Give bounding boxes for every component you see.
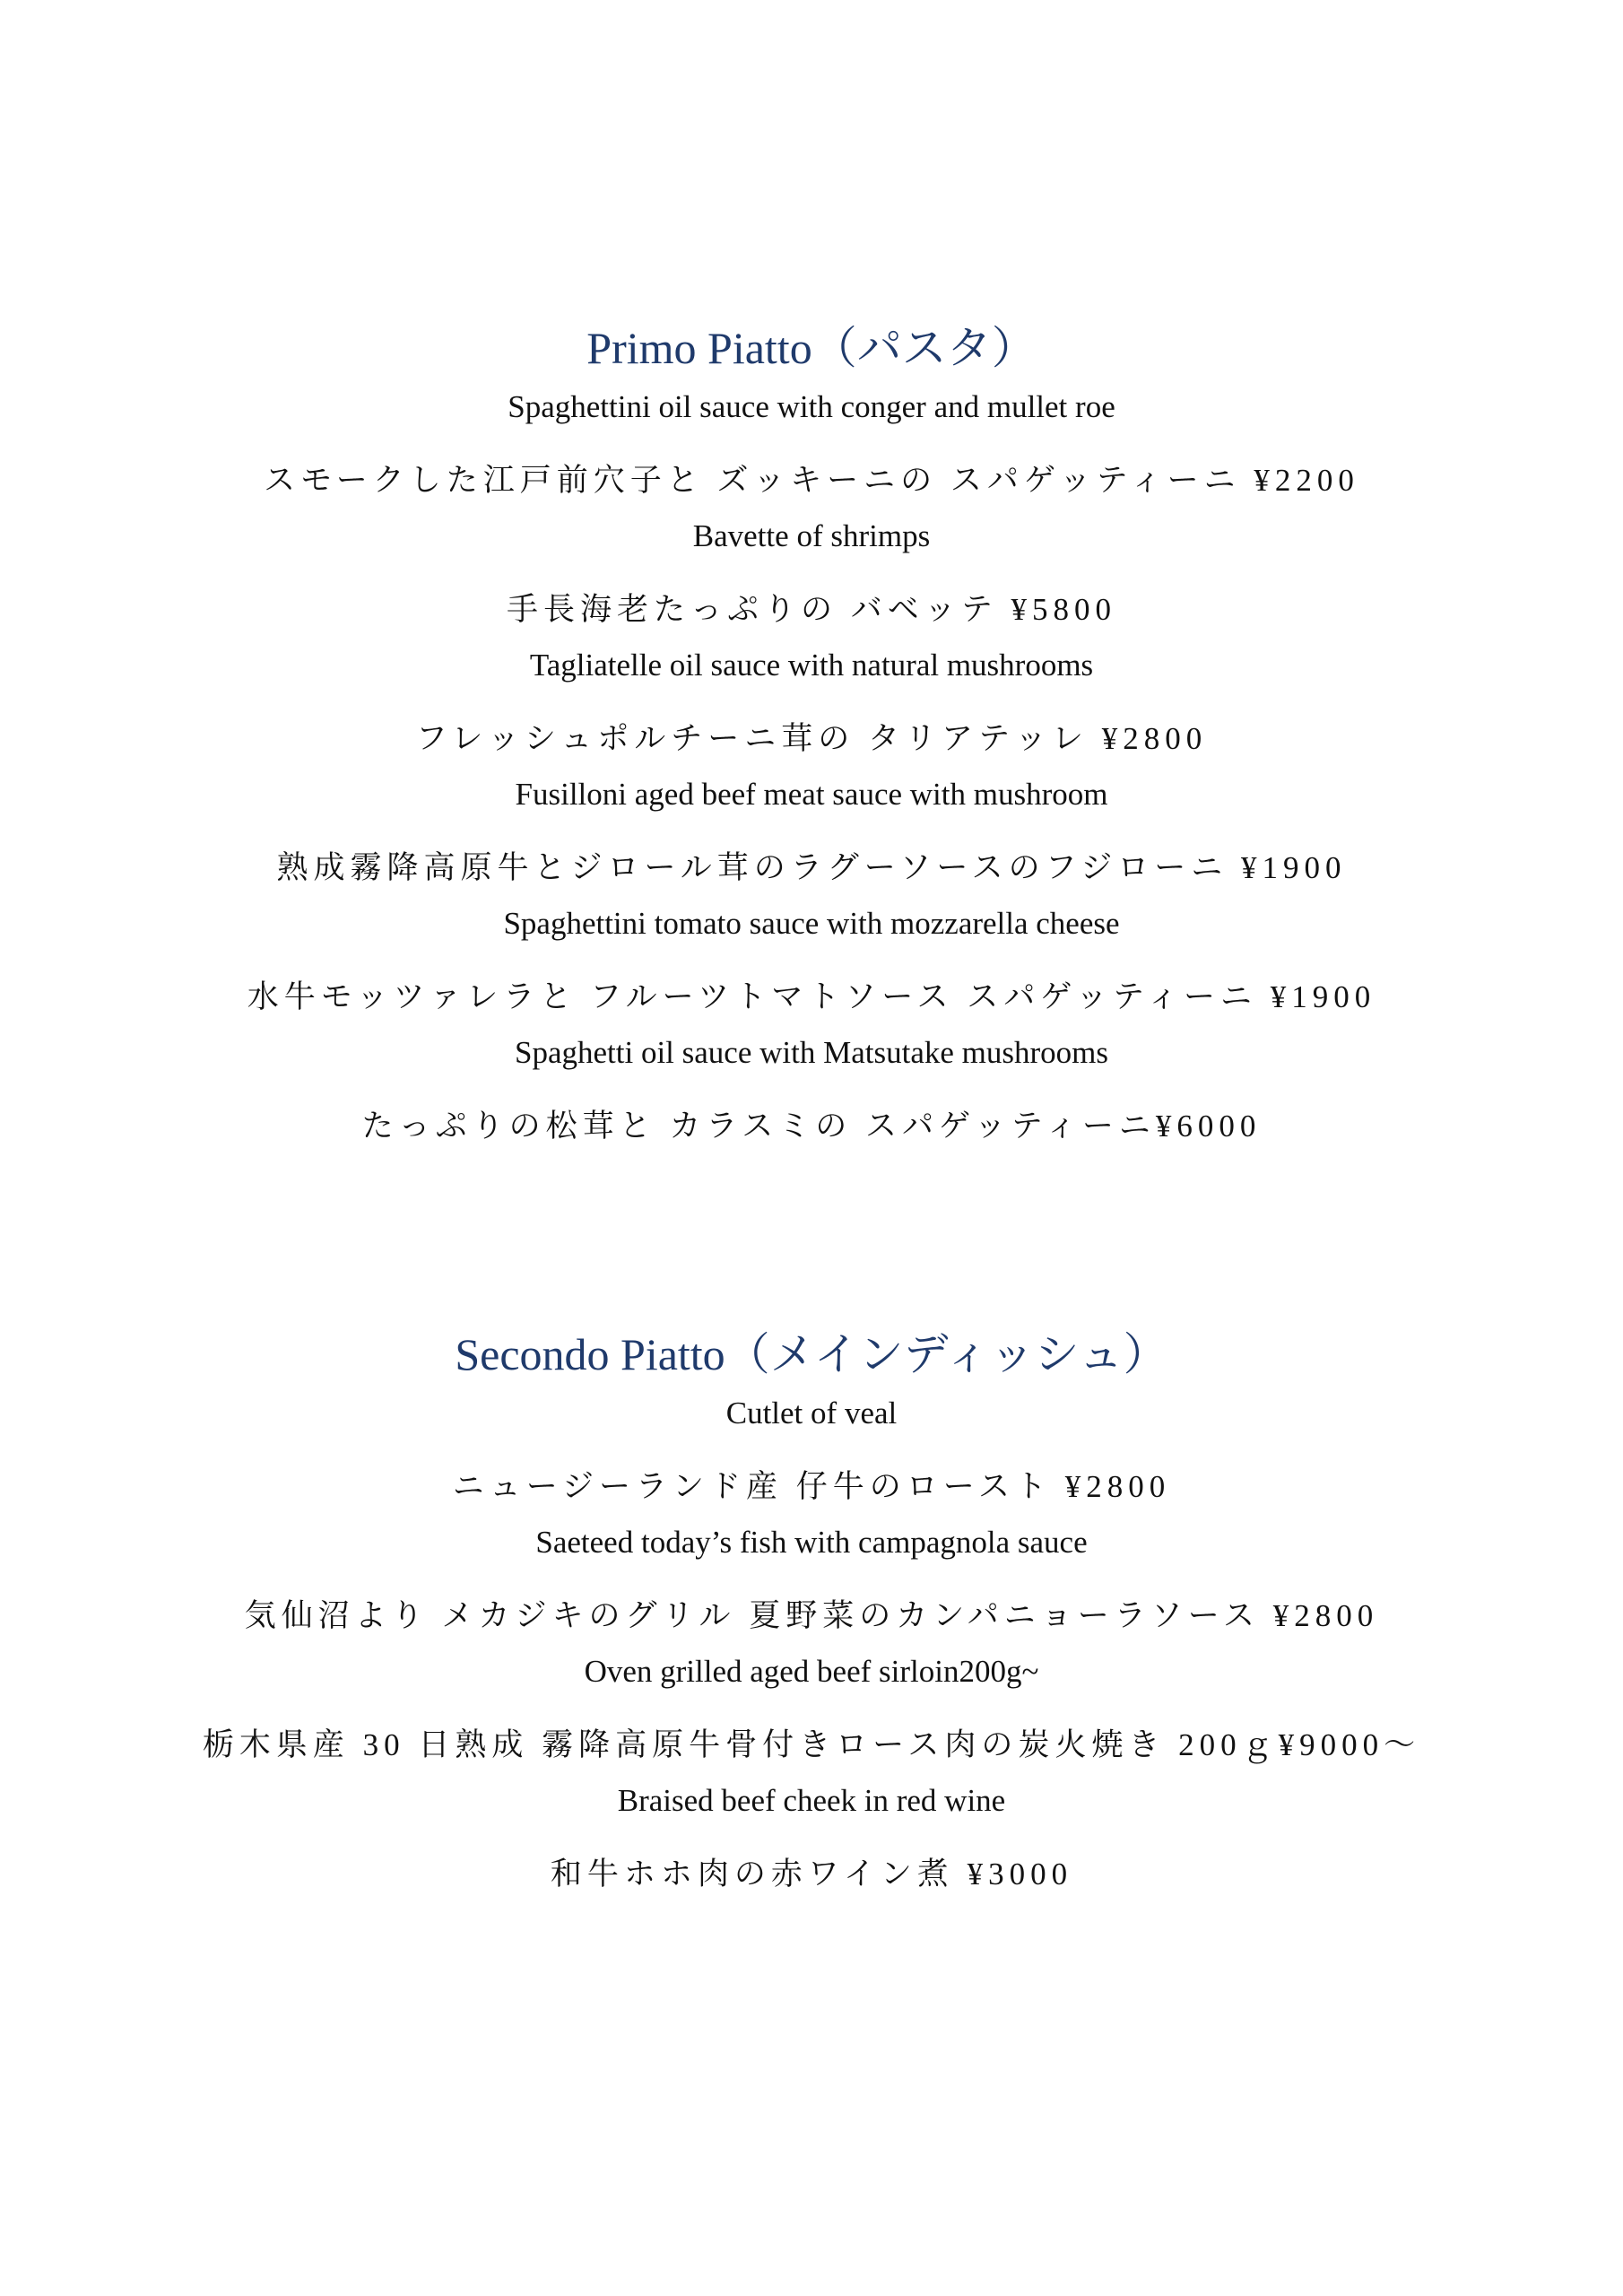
item-name-en: Saeteed today’s fish with campagnola sauce xyxy=(535,1525,1088,1560)
menu-item xyxy=(0,513,1623,642)
item-name-en: Oven grilled aged beef sirloin200g~ xyxy=(584,1654,1039,1689)
item-name-en: Fusilloni aged beef meat sauce with mushroom xyxy=(515,777,1108,812)
item-name-ja: 熟成霧降高原牛とジロール茸のラグーソースのフジローニ ¥1900 xyxy=(276,850,1347,885)
item-name-en: Spaghetti oil sauce with Matsutake mushrooms xyxy=(515,1035,1108,1070)
section-title-primo: Primo Piatto（パスタ） xyxy=(586,323,1037,373)
item-name-ja: たっぷりの松茸と カラスミの スパゲッティーニ¥6000 xyxy=(361,1109,1262,1144)
item-name-ja: 和牛ホホ肉の赤ワイン煮 ¥3000 xyxy=(550,1857,1073,1892)
menu-item xyxy=(0,900,1623,1030)
menu-item xyxy=(0,1648,1623,1778)
menu-item xyxy=(0,1778,1623,1907)
item-name-en: Braised beef cheek in red wine xyxy=(617,1783,1006,1818)
menu-item xyxy=(0,1519,1623,1648)
menu-item xyxy=(0,771,1623,900)
item-name-en: Bavette of shrimps xyxy=(692,518,931,553)
menu-item xyxy=(0,1030,1623,1159)
item-name-en: Cutlet of veal xyxy=(725,1396,898,1431)
menu-item xyxy=(0,1390,1623,1519)
menu-item xyxy=(0,642,1623,771)
item-name-ja: フレッシュポルチーニ茸の タリアテッレ ¥2800 xyxy=(415,721,1208,756)
item-name-ja: 栃木県産 30 日熟成 霧降高原牛骨付きロース肉の炭火焼き 200ｇ¥9000～ xyxy=(202,1727,1421,1762)
secondo-piatto-section xyxy=(0,1318,1623,1907)
item-name-ja: 手長海老たっぷりの バベッテ ¥5800 xyxy=(506,592,1116,627)
item-name-ja: 気仙沼より メカジキのグリル 夏野菜のカンパニョーラソース ¥2800 xyxy=(244,1598,1379,1633)
item-name-en: Spaghettini oil sauce with conger and mullet roe xyxy=(508,389,1115,424)
section-title-secondo: Secondo Piatto（メインディッシュ） xyxy=(455,1329,1168,1379)
primo-piatto-section xyxy=(0,312,1623,1159)
item-name-en: Spaghettini tomato sauce with mozzarella cheese xyxy=(503,906,1120,941)
item-name-ja: 水牛モッツァレラと フルーツトマトソース スパゲッティーニ ¥1900 xyxy=(247,979,1376,1014)
item-name-en: Tagliatelle oil sauce with natural mushrooms xyxy=(529,648,1094,683)
item-name-ja: ニュージーランド産 仔牛のロースト ¥2800 xyxy=(452,1469,1171,1504)
menu-item xyxy=(0,384,1623,513)
item-name-ja: スモークした江戸前穴子と ズッキーニの スパゲッティーニ ¥2200 xyxy=(264,463,1359,498)
